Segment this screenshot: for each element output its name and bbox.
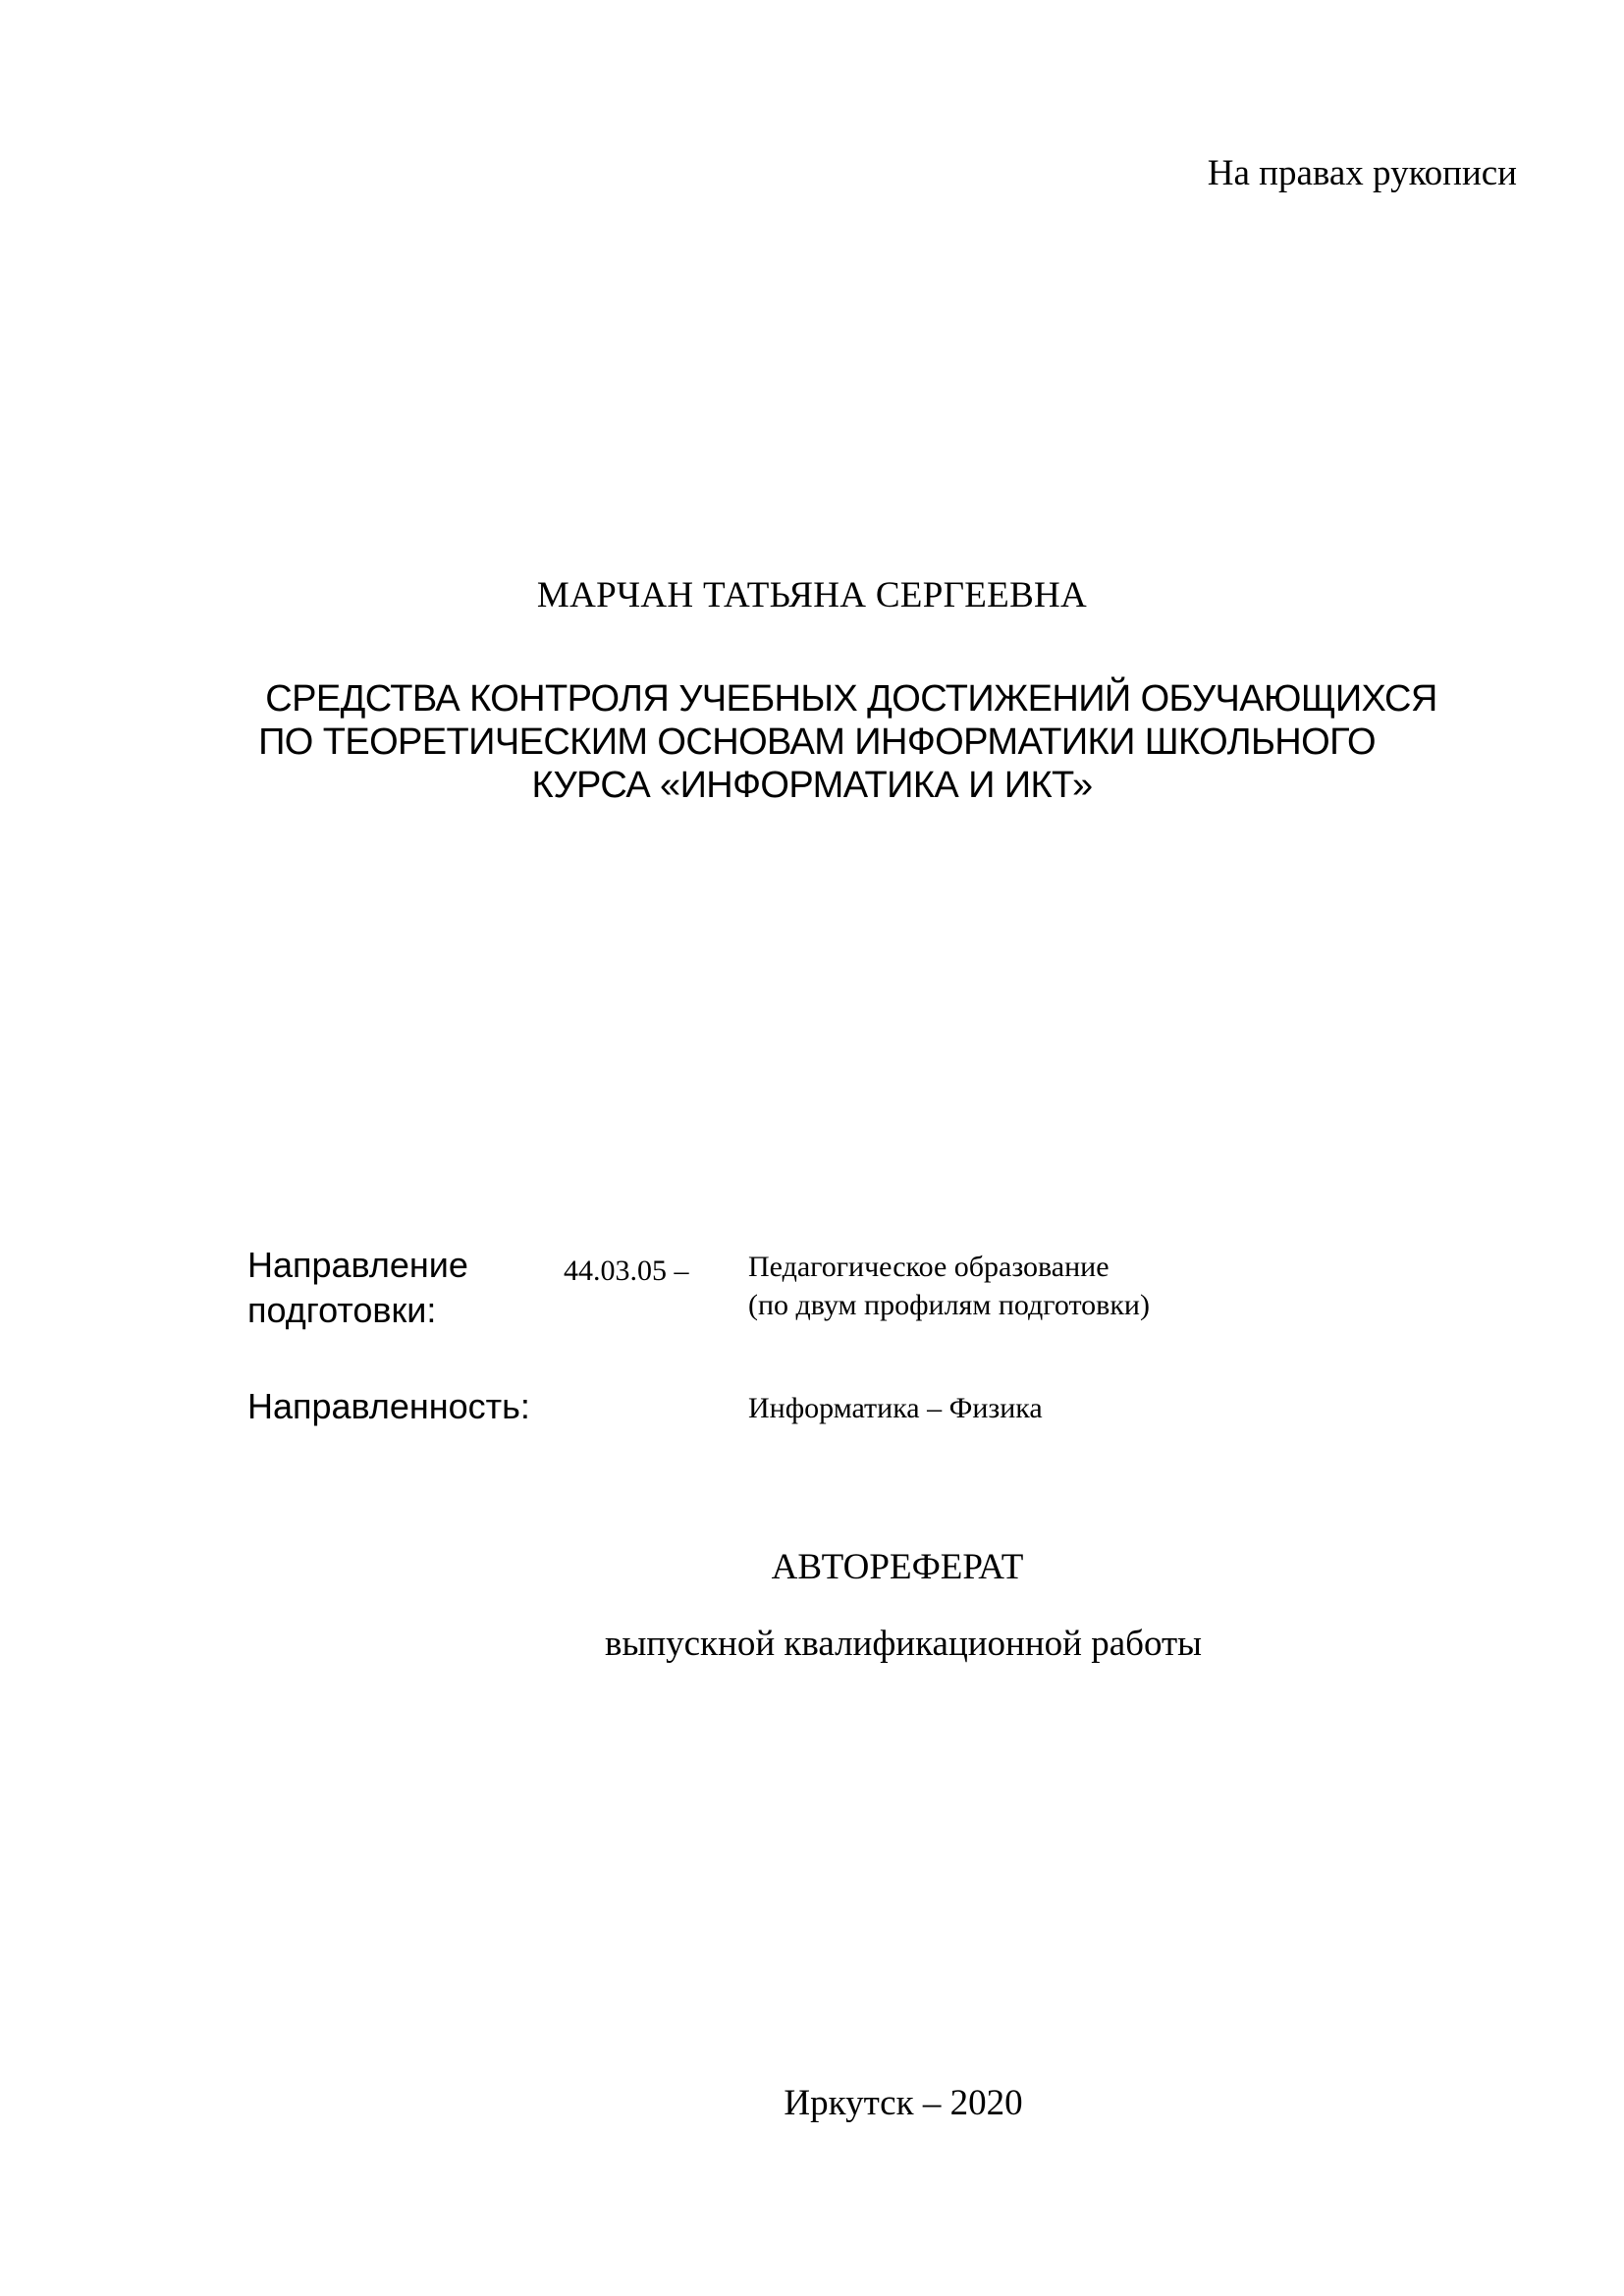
thesis-title-line: ПО ТЕОРЕТИЧЕСКИМ ОСНОВАМ ИНФОРМАТИКИ ШКОЛЬНОГО — [258, 721, 1376, 763]
thesis-title-line: КУРСА «ИНФОРМАТИКА И ИКТ» — [531, 765, 1093, 806]
rights-note: На правах рукописи — [1207, 153, 1517, 193]
document-type-subheading: выпускной квалификационной работы — [604, 1624, 1202, 1664]
direction-code: 44.03.05 – — [564, 1255, 689, 1287]
focus-value: Информатика – Физика — [748, 1392, 1043, 1424]
direction-label: Направление — [247, 1245, 468, 1285]
thesis-title-line: СРЕДСТВА КОНТРОЛЯ УЧЕБНЫХ ДОСТИЖЕНИЙ ОБУЧАЮЩИХСЯ — [265, 678, 1437, 720]
direction-label-continued: подготовки: — [247, 1290, 437, 1330]
direction-value: Педагогическое образование — [748, 1251, 1110, 1283]
author-name: МАРЧАН ТАТЬЯНА СЕРГЕЕВНА — [536, 575, 1088, 615]
thesis-title — [0, 677, 1624, 807]
place-year: Иркутск – 2020 — [784, 2083, 1023, 2123]
focus-label: Направленность: — [247, 1386, 530, 1426]
direction-value-continued: (по двум профилям подготовки) — [748, 1289, 1150, 1321]
document-type-heading: АВТОРЕФЕРАТ — [771, 1547, 1024, 1587]
